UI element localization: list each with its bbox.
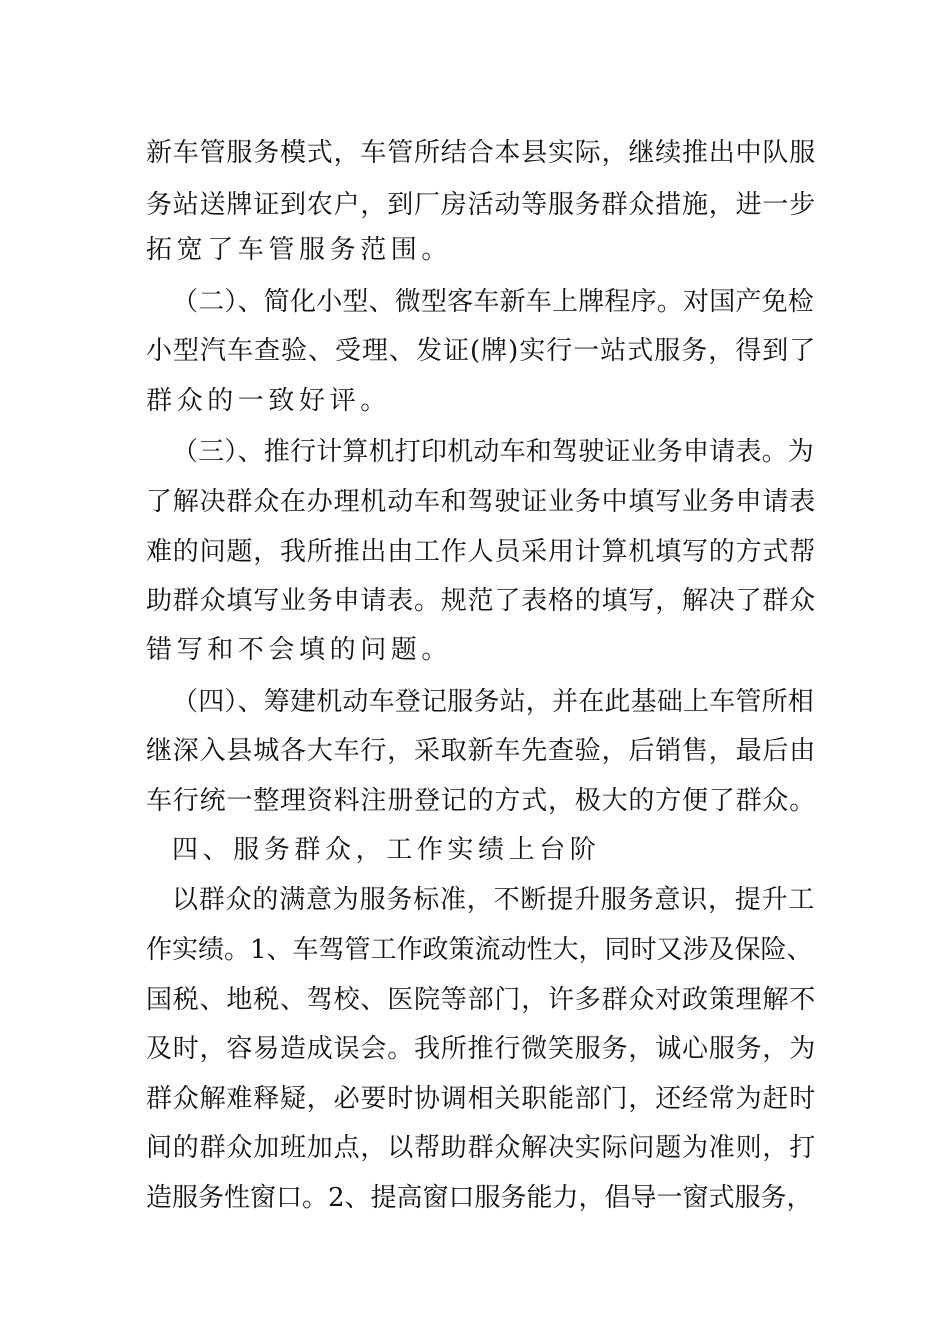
text-line: 间的群众加班加点，以帮助群众解决实际问题为准则，打 (146, 1133, 817, 1163)
text-line: 车行统一整理资料注册登记的方式，极大的方便了群众。 (146, 786, 817, 816)
text-line: 以群众的满意为服务标准，不断提升服务意识，提升工 (172, 885, 816, 915)
text-line: 新车管服务模式，车管所结合本县实际，继续推出中队服 (146, 138, 817, 168)
text-line: 助群众填写业务申请表。规范了表格的填写，解决了群众 (146, 586, 817, 616)
text-line: （三）、推行计算机打印机动车和驾驶证业务申请表。为 (172, 437, 815, 467)
text-line: 及时，容易造成误会。我所推行微笑服务，诚心服务，为 (146, 1034, 817, 1064)
text-line: 群众的一致好评。 (146, 386, 391, 416)
text-line: 了解决群众在办理机动车和驾驶证业务中填写业务申请表 (146, 487, 817, 517)
text-line: （四）、筹建机动车登记服务站，并在此基础上车管所相 (172, 687, 815, 717)
text-line: 群众解难释疑，必要时协调相关职能部门，还经常为赶时 (146, 1084, 817, 1114)
text-line: 务站送牌证到农户，到厂房活动等服务群众措施，进一步 (146, 190, 817, 220)
text-line: 小型汽车查验、受理、发证(牌)实行一站式服务，得到了 (146, 336, 817, 366)
text-line: 错写和不会填的问题。 (146, 635, 453, 665)
text-line: 难的问题，我所推出由工作人员采用计算机填写的方式帮 (146, 537, 817, 567)
text-line: 国税、地税、驾校、医院等部门，许多群众对政策理解不 (146, 985, 817, 1015)
text-line: 作实绩。1、车驾管工作政策流动性大，同时又涉及保险、 (146, 935, 813, 965)
text-line: 继深入县城各大车行，采取新车先查验，后销售，最后由 (146, 736, 817, 766)
section-heading: 四、服务群众，工作实绩上台阶 (172, 835, 601, 865)
text-line: 拓宽了车管服务范围。 (146, 235, 453, 265)
text-line: （二）、简化小型、微型客车新车上牌程序。对国产免检 (172, 287, 815, 317)
text-line: 造服务性窗口。2、提高窗口服务能力，倡导一窗式服务， (146, 1183, 813, 1213)
